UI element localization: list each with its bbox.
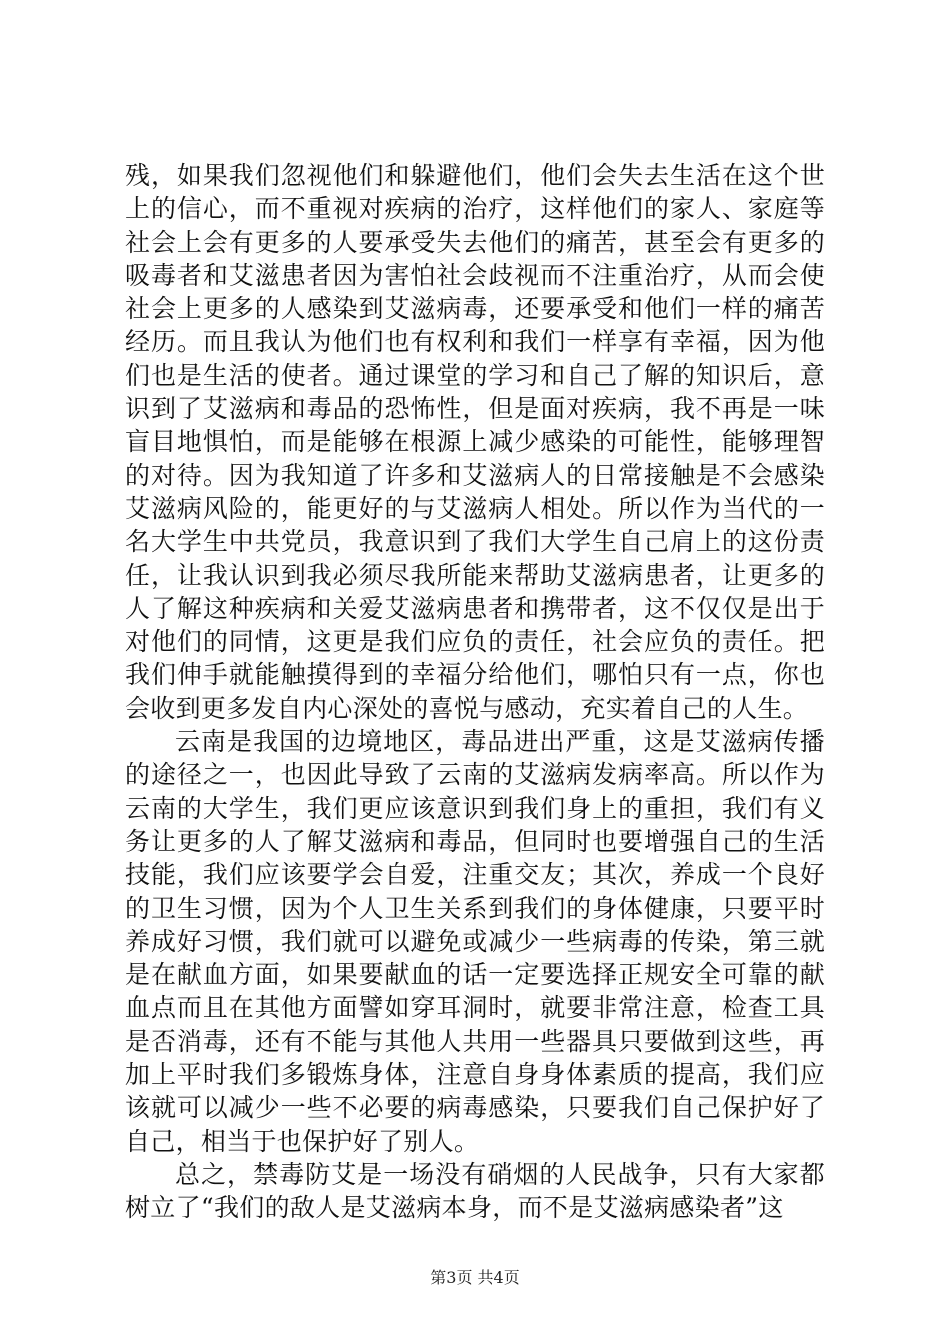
body-text	[125, 159, 825, 1225]
paragraph-continuation: 残，如果我们忽视他们和躲避他们，他们会失去生活在这个世上的信心，而不重视对疾病的治疗，这样他们的家人、家庭等社会上会有更多的人要承受失去他们的痛苦，甚至会有更多的吸毒者和艾滋患者因为害怕社会歧视而不注重治疗，从而会使社会上更多的人感染到艾滋病毒，还要承受和他们一样的痛苦经历。而且我认为他们也有权利和我们一样享有幸福，因为他们也是生活的使者。通过课堂的学习和自己了解的知识后，意识到了艾滋病和毒品的恐怖性，但是面对疾病，我不再是一味盲目地惧怕，而是能够在根源上减少感染的可能性，能够理智的对待。因为我知道了许多和艾滋病人的日常接触是不会感染艾滋病风险的，能更好的与艾滋病人相处。所以作为当代的一名大学生中共党员，我意识到了我们大学生自己肩上的这份责任，让我认识到我必须尽我所能来帮助艾滋病患者，让更多的人了解这种疾病和关爱艾滋病患者和携带者，这不仅仅是出于对他们的同情，这更是我们应负的责任，社会应负的责任。把我们伸手就能触摸得到的幸福分给他们，哪怕只有一点，你也会收到更多发自内心深处的喜悦与感动，充实着自己的人生。	[125, 161, 825, 723]
page-footer: 第3页 共4页	[430, 1268, 520, 1287]
paragraph-conclusion: 总之，禁毒防艾是一场没有硝烟的人民战争，只有大家都树立了“我们的敌人是艾滋病本身，而不是艾滋病感染者”这	[125, 1159, 825, 1223]
paragraph-yunnan: 云南是我国的边境地区，毒品进出严重，这是艾滋病传播的途径之一，也因此导致了云南的艾滋病发病率高。所以作为云南的大学生，我们更应该意识到我们身上的重担，我们有义务让更多的人了解艾滋病和毒品，但同时也要增强自己的生活技能，我们应该要学会自爱，注重交友；其次，养成一个良好的卫生习惯，因为个人卫生关系到我们的身体健康，只要平时养成好习惯，我们就可以避免或减少一些病毒的传染，第三就是在献血方面，如果要献血的话一定要选择正规安全可靠的献血点而且在其他方面譬如穿耳洞时，就要非常注意，检查工具是否消毒，还有不能与其他人共用一些器具只要做到这些，再加上平时我们多锻炼身体，注意自身身体素质的提高，我们应该就可以减少一些不必要的病毒感染，只要我们自己保护好了自己，相当于也保护好了别人。	[125, 727, 825, 1156]
